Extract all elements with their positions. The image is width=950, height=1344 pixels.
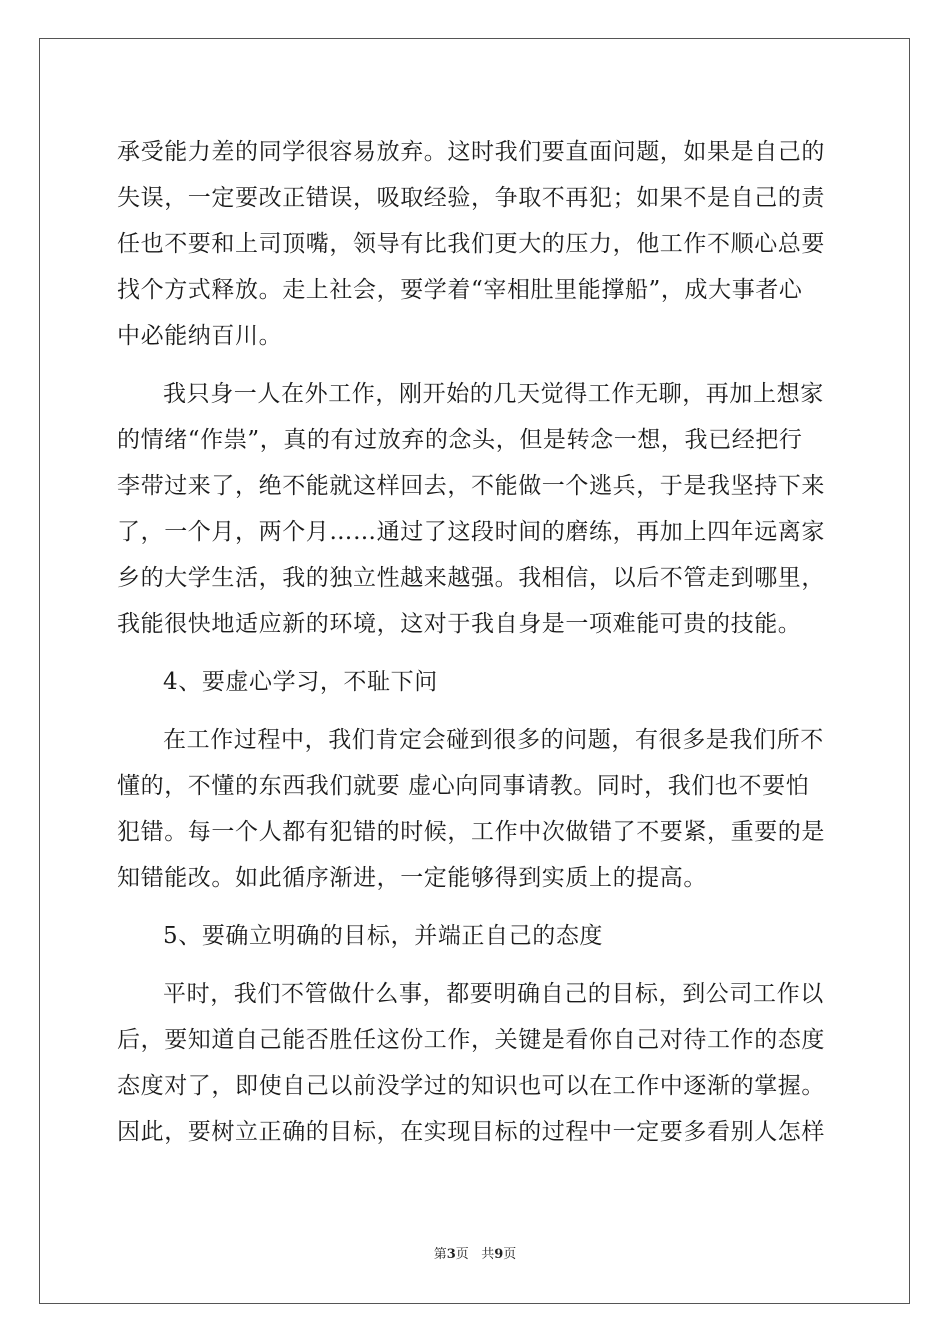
section-heading: 4、要虚心学习，不耻下问	[163, 669, 438, 695]
page-footer	[0, 1246, 950, 1264]
paragraph-first-line: 在工作过程中，我们肯定会碰到很多的问题，有很多是我们所不	[163, 727, 824, 753]
body-line: 后，要知道自己能否胜任这份工作，关键是看你自己对待工作的态度	[117, 1027, 825, 1053]
body-line: 的情绪“作祟”，真的有过放弃的念头，但是转念一想，我已经把行	[117, 427, 803, 453]
body-line: 承受能力差的同学很容易放弃。这时我们要直面问题，如果是自己的	[117, 139, 825, 165]
body-line: 中必能纳百川。	[117, 323, 283, 349]
body-line: 态度对了，即使自己以前没学过的知识也可以在工作中逐渐的掌握。	[117, 1073, 825, 1099]
total-prefix: 共	[481, 1247, 495, 1262]
total-suffix: 页	[503, 1247, 517, 1262]
body-line: 失误，一定要改正错误，吸取经验，争取不再犯；如果不是自己的责	[117, 185, 825, 211]
page-suffix: 页	[455, 1247, 469, 1262]
body-line: 乡的大学生活，我的独立性越来越强。我相信，以后不管走到哪里，	[117, 565, 825, 591]
body-line: 了，一个月，两个月……通过了这段时间的磨练，再加上四年远离家	[117, 519, 825, 545]
section-heading: 5、要确立明确的目标，并端正自己的态度	[163, 923, 604, 949]
body-line: 知错能改。如此循序渐进，一定能够得到实质上的提高。	[117, 865, 707, 891]
page-number: 3	[446, 1247, 456, 1262]
body-line: 找个方式释放。走上社会，要学着“宰相肚里能撑船”，成大事者心	[117, 277, 803, 303]
body-line: 我能很快地适应新的环境，这对于我自身是一项难能可贵的技能。	[117, 611, 802, 637]
paragraph-first-line: 我只身一人在外工作，刚开始的几天觉得工作无聊，再加上想家	[163, 381, 824, 407]
page-prefix: 第	[433, 1247, 447, 1262]
body-line: 犯错。每一个人都有犯错的时候，工作中次做错了不要紧，重要的是	[117, 819, 825, 845]
body-line: 任也不要和上司顶嘴，领导有比我们更大的压力，他工作不顺心总要	[117, 231, 825, 257]
body-line: 李带过来了，绝不能就这样回去，不能做一个逃兵，于是我坚持下来	[117, 473, 825, 499]
body-line: 懂的，不懂的东西我们就要 虚心向同事请教。同时，我们也不要怕	[117, 773, 810, 799]
total-pages: 9	[494, 1247, 504, 1262]
paragraph-first-line: 平时，我们不管做什么事，都要明确自己的目标，到公司工作以	[163, 981, 824, 1007]
body-line: 因此，要树立正确的目标，在实现目标的过程中一定要多看别人怎样	[117, 1119, 825, 1145]
